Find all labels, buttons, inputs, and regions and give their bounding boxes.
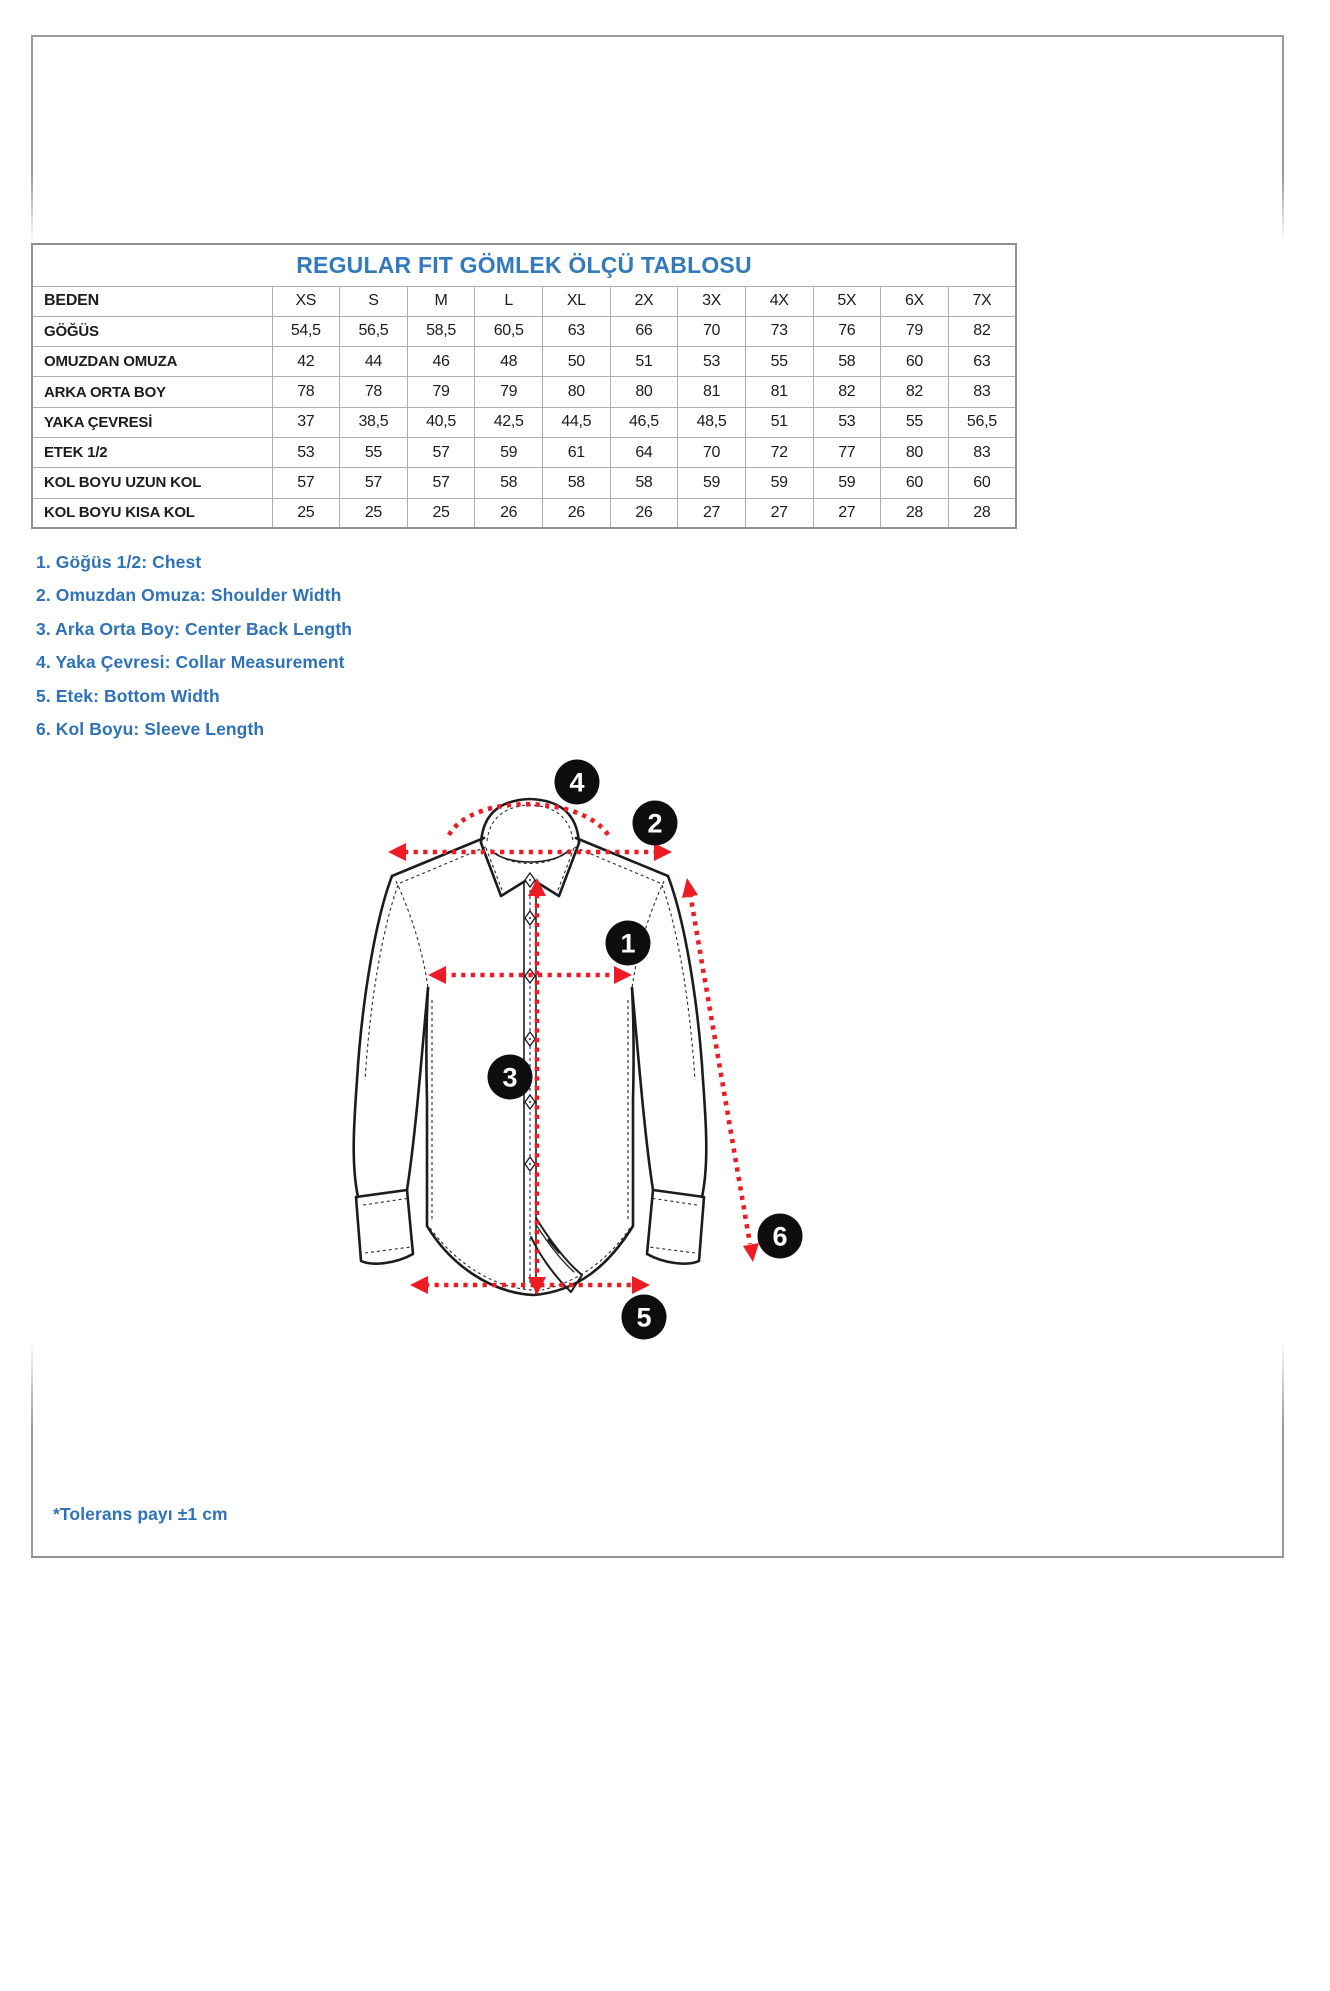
measurement-value: 83: [948, 377, 1016, 407]
measurement-value: 73: [745, 316, 813, 346]
measurement-value: 27: [745, 498, 813, 528]
measurement-row: [32, 468, 1016, 498]
measurement-value: 46,5: [610, 407, 678, 437]
measurement-value: 77: [813, 437, 881, 467]
card-border-right-top: [1282, 35, 1284, 243]
size-table-header-row: [32, 286, 1016, 316]
measurement-value: 26: [543, 498, 611, 528]
size-column-header: 6X: [881, 286, 949, 316]
measurement-label: KOL BOYU KISA KOL: [32, 498, 272, 528]
measurement-value: 58,5: [407, 316, 475, 346]
measurement-value: 57: [407, 468, 475, 498]
legend-item: 2. Omuzdan Omuza: Shoulder Width: [36, 585, 342, 606]
measurement-value: 42: [272, 347, 340, 377]
measurement-value: 44,5: [543, 407, 611, 437]
measurement-value: 80: [543, 377, 611, 407]
measurement-value: 51: [610, 347, 678, 377]
measurement-arrows: [404, 804, 750, 1285]
measurement-value: 54,5: [272, 316, 340, 346]
measurement-value: 57: [272, 468, 340, 498]
measurement-value: 81: [678, 377, 746, 407]
measurement-value: 25: [340, 498, 408, 528]
callout-shoulder-number: 2: [647, 808, 663, 839]
measurement-value: 61: [543, 437, 611, 467]
legend-item: 6. Kol Boyu: Sleeve Length: [36, 718, 265, 739]
callout-collar-number: 4: [569, 767, 585, 798]
measurement-value: 76: [813, 316, 881, 346]
measurement-value: 59: [475, 437, 543, 467]
size-column-header: XS: [272, 286, 340, 316]
card-border-top: [31, 35, 1284, 37]
measurement-value: 51: [745, 407, 813, 437]
size-table-body: [32, 316, 1016, 528]
measurement-value: 53: [678, 347, 746, 377]
measurement-value: 82: [881, 377, 949, 407]
measurement-label: GÖĞÜS: [32, 316, 272, 346]
measurement-value: 63: [948, 347, 1016, 377]
callout-back-length: [488, 1055, 533, 1100]
measurement-value: 50: [543, 347, 611, 377]
size-column-header: XL: [543, 286, 611, 316]
measurement-label: YAKA ÇEVRESİ: [32, 407, 272, 437]
measurement-value: 59: [678, 468, 746, 498]
size-table: [31, 243, 1017, 529]
measurement-value: 79: [407, 377, 475, 407]
legend-item: 5. Etek: Bottom Width: [36, 685, 220, 706]
measurement-label: KOL BOYU UZUN KOL: [32, 468, 272, 498]
measurement-value: 56,5: [948, 407, 1016, 437]
size-column-header: M: [407, 286, 475, 316]
measurement-value: 58: [813, 347, 881, 377]
measurement-value: 46: [407, 347, 475, 377]
measurement-value: 28: [948, 498, 1016, 528]
measurement-value: 79: [475, 377, 543, 407]
size-column-header: 5X: [813, 286, 881, 316]
measurement-value: 40,5: [407, 407, 475, 437]
card-border-left-top: [31, 35, 33, 243]
measurement-value: 48,5: [678, 407, 746, 437]
collar-measure-arc: [449, 804, 610, 838]
legend-item: 3. Arka Orta Boy: Center Back Length: [36, 618, 353, 639]
size-table-container: [31, 243, 1017, 529]
measurement-value: 42,5: [475, 407, 543, 437]
size-column-header: 7X: [948, 286, 1016, 316]
measurement-value: 60,5: [475, 316, 543, 346]
measurement-value: 26: [475, 498, 543, 528]
legend-list: [36, 546, 352, 746]
measurement-value: 70: [678, 316, 746, 346]
size-column-header: L: [475, 286, 543, 316]
measurement-value: 58: [543, 468, 611, 498]
callout-back-length-number: 3: [502, 1062, 518, 1093]
measurement-value: 63: [543, 316, 611, 346]
callout-sleeve: [758, 1214, 803, 1259]
measurement-value: 60: [948, 468, 1016, 498]
measurement-value: 60: [881, 347, 949, 377]
measurement-value: 81: [745, 377, 813, 407]
measurement-value: 82: [948, 316, 1016, 346]
measurement-label: OMUZDAN OMUZA: [32, 347, 272, 377]
measurement-value: 66: [610, 316, 678, 346]
measurement-value: 57: [407, 437, 475, 467]
legend-item: 1. Göğüs 1/2: Chest: [36, 552, 202, 572]
legend-item: 4. Yaka Çevresi: Collar Measurement: [36, 652, 345, 673]
measurement-value: 72: [745, 437, 813, 467]
measurement-value: 56,5: [340, 316, 408, 346]
measurement-value: 80: [610, 377, 678, 407]
card-border-bottom: [31, 1556, 1284, 1558]
size-column-header: 3X: [678, 286, 746, 316]
measurement-value: 59: [813, 468, 881, 498]
measurement-value: 55: [881, 407, 949, 437]
measurement-value: 53: [272, 437, 340, 467]
measurement-value: 55: [340, 437, 408, 467]
callout-chest: [606, 921, 651, 966]
measurement-value: 53: [813, 407, 881, 437]
measurement-value: 37: [272, 407, 340, 437]
measurement-value: 48: [475, 347, 543, 377]
measurement-value: 82: [813, 377, 881, 407]
card-border-right-bottom: [1282, 1340, 1284, 1556]
measurement-row: [32, 407, 1016, 437]
measurement-value: 83: [948, 437, 1016, 467]
measurement-value: 27: [678, 498, 746, 528]
measurement-value: 78: [272, 377, 340, 407]
measurement-value: 25: [272, 498, 340, 528]
measurement-value: 60: [881, 468, 949, 498]
measurement-row: [32, 347, 1016, 377]
card-border-left-bottom: [31, 1340, 33, 1556]
callout-collar: [555, 760, 600, 805]
size-table-title: REGULAR FIT GÖMLEK ÖLÇÜ TABLOSU: [32, 244, 1016, 286]
measurement-value: 25: [407, 498, 475, 528]
size-column-header: 4X: [745, 286, 813, 316]
measurement-value: 70: [678, 437, 746, 467]
callout-bottom-width: [622, 1295, 667, 1340]
callout-chest-number: 1: [620, 928, 636, 959]
measurement-value: 80: [881, 437, 949, 467]
size-table-title-row: [32, 244, 1016, 286]
callout-sleeve-number: 6: [772, 1221, 788, 1252]
measurement-value: 59: [745, 468, 813, 498]
measurement-row: [32, 437, 1016, 467]
measurement-label: ETEK 1/2: [32, 437, 272, 467]
measurement-value: 64: [610, 437, 678, 467]
measurement-value: 26: [610, 498, 678, 528]
measurement-value: 79: [881, 316, 949, 346]
sleeve-measure-line: [690, 893, 750, 1244]
measurement-value: 55: [745, 347, 813, 377]
tolerance-footnote: *Tolerans payı ±1 cm: [53, 1504, 228, 1524]
callout-shoulder: [633, 801, 678, 846]
measurement-row: [32, 316, 1016, 346]
measurement-value: 27: [813, 498, 881, 528]
measurement-value: 38,5: [340, 407, 408, 437]
measurement-value: 28: [881, 498, 949, 528]
measurement-row: [32, 498, 1016, 528]
callout-bottom-width-number: 5: [636, 1302, 652, 1333]
size-table-corner-header: BEDEN: [32, 286, 272, 316]
measurement-row: [32, 377, 1016, 407]
measurement-value: 78: [340, 377, 408, 407]
measurement-value: 57: [340, 468, 408, 498]
measurement-label: ARKA ORTA BOY: [32, 377, 272, 407]
measurement-value: 58: [475, 468, 543, 498]
measurement-value: 58: [610, 468, 678, 498]
shirt-diagram: [330, 750, 860, 1370]
measurement-value: 44: [340, 347, 408, 377]
size-column-header: 2X: [610, 286, 678, 316]
size-column-header: S: [340, 286, 408, 316]
